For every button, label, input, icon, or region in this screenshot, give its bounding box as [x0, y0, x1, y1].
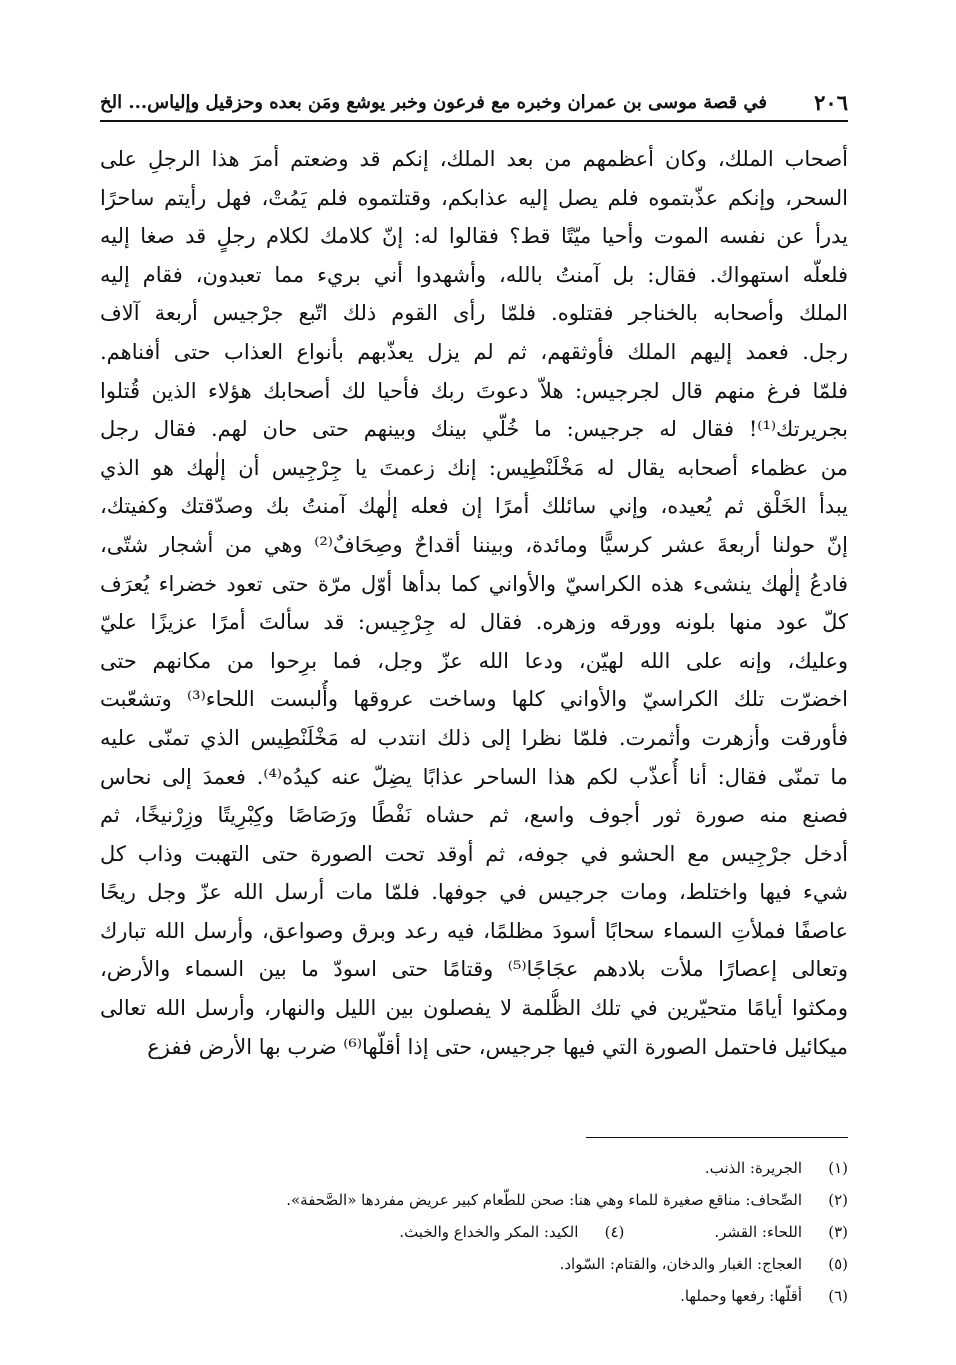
text-line: فلعلّه استهواك. فقال: بل آمنتُ بالله، وأشهدوا أني بريء مما تعبدون، فقام إليه	[100, 262, 848, 287]
text-line: إنّ حولنا أربعةَ عشر كرسيًّا ومائدة، وبيننا أقداحٌ وصِحَافٌ⁽²⁾ وهي من أشجار شتّى،	[100, 532, 848, 557]
footnote	[100, 1152, 848, 1184]
footnote-number: (٣)	[828, 1223, 848, 1241]
text-line: عاصفًا فملأتِ السماء سحابًا أسودَ مظلمًا، فيه رعد وبرق وصواعق، وأرسل الله تبارك	[100, 918, 848, 943]
text-line: وتعالى إعصارًا ملأت بلادهم عجَاجًا⁽⁵⁾ وقتامًا حتى اسودّ ما بين السماء والأرض،	[100, 957, 848, 982]
text-line: بجريرتك⁽¹⁾! فقال له جرجيس: ما خُلّي بينك وبينهم حتى حان لهم. فقال رجل	[100, 417, 848, 442]
text-line: شيء فيها واختلط، ومات جرجيس في جوفها. فلمّا مات أرسل الله عزّ وجل ريحًا	[100, 880, 848, 905]
text-line: من عظماء أصحابه يقال له مَخْلَنْطِيس: إنك زعمتَ يا جِرْجِيس أن إلٰهك هو الذي	[100, 455, 848, 480]
page-header	[100, 84, 848, 122]
text-line: فصنع منه صورة ثور أجوف واسع، ثم حشاه نَفْطًا ورَصَاصًا وكِبْرِيتًا وزِرْنيخًا، ثم	[100, 803, 848, 828]
text-line: وعليك، وإنه على الله لهيّن، ودعا الله عزّ وجل، فما برِحوا من مكانهم حتى	[100, 648, 848, 673]
text-line: ما تمنّى فقال: أنا أُعذّب لكم هذا الساحر عذابًا يضِلّ عنه كيدُه⁽⁴⁾. فعمدَ إلى نحاس	[100, 764, 848, 789]
text-line: كلّ عود منها بلونه وورقه وزهره. فقال له جِرْجِيس: قد سألتَ أمرًا عزيزًا عليّ	[100, 610, 848, 635]
footnote-separator	[586, 1137, 848, 1138]
text-line: السحر، وإنكم عذّبتموه فلم يصل إليه عذابكم، وقتلتموه فلم يَمُتْ، فهل رأيتم ساحرًا	[100, 185, 848, 210]
text-line: فلمّا فرغ منهم قال لجرجيس: هلاّ دعوتَ ربك فأحيا لك أصحابك هؤلاء الذين قُتلوا	[100, 378, 848, 403]
footnote-text: الكيد: المكر والخداع والخبث.	[399, 1223, 579, 1241]
text-line: أدخل جرْجِيس مع الحشو في جوفه، ثم أوقد تحت الصورة حتى التهبت وذاب كل	[100, 841, 848, 866]
page-number: ٢٠٦	[814, 89, 848, 115]
text-line: فادعُ إلٰهك ينشىء هذه الكراسيّ والأواني كما بدأها أوّل مرّة حتى تعود خضراء يُعرَف	[100, 571, 848, 596]
footnotes	[100, 1152, 848, 1312]
text-line: ومكثوا أيامًا متحيّرين في تلك الظُّلمة لا يفصلون بين الليل والنهار، وأرسل الله تعالى	[100, 996, 848, 1021]
footnote-text: الصِّحاف: مناقع صغيرة للماء وهي هنا: صحن للطّعام كبير عريض مفردها «الصَّحفة».	[286, 1191, 802, 1209]
text-line: فأورقت وأزهرت وأثمرت. فلمّا نظرا إلى ذلك انتدب له مَخْلَنْطِيس الذي تمنّى عليه	[100, 725, 848, 750]
text-line: اخضرّت تلك الكراسيّ والأواني كلها وساخت عروقها وأُلبست اللحاء⁽³⁾ وتشعّبت	[100, 687, 848, 712]
footnote-number: (٥)	[828, 1255, 848, 1273]
footnote	[100, 1184, 848, 1216]
text-line: أصحاب الملك، وكان أعظمهم من بعد الملك، إنكم قد وضعتم أمرَ هذا الرجلِ على	[100, 147, 848, 171]
footnote-number: (٤)	[604, 1223, 625, 1241]
text-line: يدرأ عن نفسه الموت وأحيا ميّتًا قط؟ فقالوا له: إنّ كلامك لكلام رجلٍ قد صغا إليه	[100, 224, 848, 249]
footnote-number: (٦)	[828, 1287, 848, 1305]
footnote-number: (٢)	[828, 1191, 848, 1209]
text-line: يبدأ الخَلْق ثم يُعيده، وإني سائلك أمرًا إن فعله إلٰهك آمنتُ بك وصدّقتك وكفيتك،	[100, 494, 848, 519]
footnote-number: (١)	[828, 1159, 848, 1177]
text-line: رجل. فعمد إليهم الملك فأوثقهم، ثم لم يزل يعذّبهم بأنواع العذاب حتى أفناهم.	[100, 339, 848, 364]
footnote-text: العجاج: الغبار والدخان، والقتام: السّواد.	[559, 1255, 802, 1273]
text-line: الملك وأصحابه بالخناجر فقتلوه. فلمّا رأى القوم ذلك اتّبع جرْجيس أربعة آلاف	[100, 301, 848, 326]
main-text	[100, 140, 848, 1066]
footnote	[100, 1248, 848, 1280]
footnote	[100, 1216, 848, 1248]
text-line: ميكائيل فاحتمل الصورة التي فيها جرجيس، حتى إذا أقلّها⁽⁶⁾ ضرب بها الأرض ففزع	[147, 1034, 848, 1059]
footnote-text: الجريرة: الذنب.	[704, 1159, 802, 1177]
footnote-text: اللحاء: القشر.	[714, 1223, 802, 1241]
footnote	[100, 1280, 848, 1312]
footnote-text: أقلّها: رفعها وحملها.	[680, 1287, 802, 1305]
running-title: في قصة موسى بن عمران وخبره مع فرعون وخبر يوشع ومَن بعده وحزقيل وإلياس... الخ	[100, 91, 768, 113]
